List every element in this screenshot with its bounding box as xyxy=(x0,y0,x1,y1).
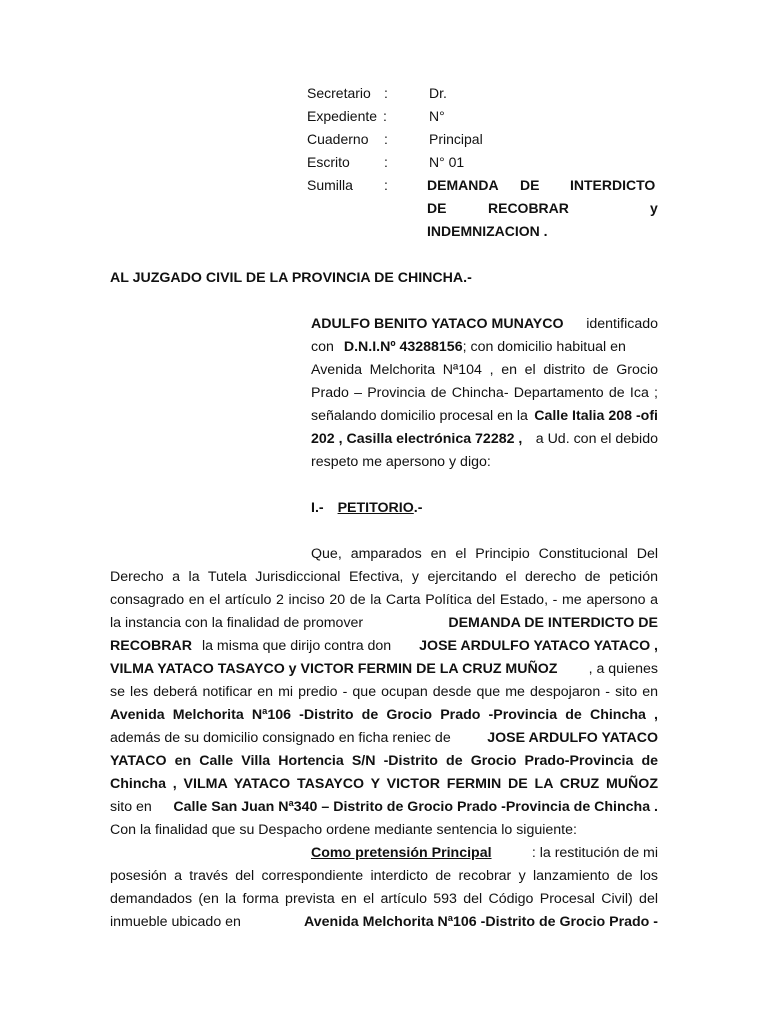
intro-line: Avenida Melchorita Nª104 , en el distrito de Grocio xyxy=(311,362,658,378)
intro-line xyxy=(311,428,658,451)
body-line xyxy=(110,658,658,681)
body-text: la misma que dirijo contra don xyxy=(201,638,392,654)
body-line: Chincha , VILMA YATACO TASAYCO Y VICTOR FERMIN DE LA CRUZ MUÑOZ xyxy=(110,776,658,792)
body-line xyxy=(110,796,658,819)
body-line: demandados (en la forma prevista en el artículo 593 del Código Procesal Civil) del xyxy=(110,891,658,907)
body-line: posesión a través del correspondiente interdicto de recobrar y lanzamiento de los xyxy=(110,868,658,884)
body-bold: Avenida Melchorita Nª106 -Distrito de Grocio Prado - xyxy=(304,914,658,930)
header-key: Cuaderno xyxy=(307,131,369,147)
header-colon: : xyxy=(383,108,387,124)
sumilla-word: RECOBRAR xyxy=(488,200,569,216)
intro-text: identificado xyxy=(586,316,658,332)
body-bold: DEMANDA DE INTERDICTO DE xyxy=(448,615,658,631)
body-line: consagrado en el artículo 2 inciso 20 de la Carta Política del Estado, - me apersono a xyxy=(110,592,658,608)
header-colon: : xyxy=(384,85,388,101)
body-line: YATACO en Calle Villa Hortencia S/N -Distrito de Grocio Prado-Provincia de xyxy=(110,753,658,769)
intro-text: con xyxy=(311,339,334,355)
body-bold: RECOBRAR xyxy=(110,638,192,654)
section-suffix: .- xyxy=(413,500,423,516)
defendant-names: JOSE ARDULFO YATACO YATACO , xyxy=(419,638,658,654)
header-key: Sumilla xyxy=(307,177,353,193)
body-line xyxy=(110,911,658,934)
section-title: PETITORIO xyxy=(337,500,414,516)
body-text: sito en xyxy=(110,799,152,815)
body-line: Derecho a la Tutela Jurisdiccional Efectiva, y ejercitando el derecho de petición xyxy=(110,569,658,585)
sumilla-word: DE xyxy=(427,200,447,216)
body-text: además de su domicilio consignado en ficha reniec de xyxy=(110,730,451,746)
body-line: Con la finalidad que su Despacho ordene mediante sentencia lo siguiente: xyxy=(110,822,577,838)
sumilla-word: DE xyxy=(520,177,540,193)
principal-claim-heading: Como pretensión Principal xyxy=(311,845,492,861)
header-colon: : xyxy=(384,177,388,193)
header-key: Secretario xyxy=(307,85,371,101)
header-colon: : xyxy=(384,154,388,170)
body-line xyxy=(110,635,658,658)
header-value: Dr. xyxy=(429,85,447,101)
defendant-names: JOSE ARDULFO YATACO xyxy=(487,730,658,746)
body-line: Avenida Melchorita Nª106 -Distrito de Grocio Prado -Provincia de Chincha , xyxy=(110,707,658,723)
body-line xyxy=(110,612,658,635)
header-key: Escrito xyxy=(307,154,350,170)
intro-line xyxy=(311,336,658,359)
intro-line xyxy=(311,313,658,336)
section-heading xyxy=(311,497,422,520)
sumilla-word: INTERDICTO xyxy=(570,177,656,193)
body-line xyxy=(110,727,658,750)
body-line xyxy=(311,842,658,865)
header-colon: : xyxy=(384,131,388,147)
intro-text: ; con domicilio habitual en xyxy=(462,339,626,355)
plaintiff-name: ADULFO BENITO YATACO MUNAYCO xyxy=(311,316,564,332)
header-value: N° 01 xyxy=(429,154,465,170)
body-bold: Calle San Juan Nª340 – Distrito de Grocio Prado -Provincia de Chincha . xyxy=(173,799,658,815)
intro-text: señalando domicilio procesal en la xyxy=(311,408,528,424)
body-line: Que, amparados en el Principio Constitucional Del xyxy=(311,546,658,562)
header-value: N° xyxy=(429,108,445,124)
defendant-names: VILMA YATACO TASAYCO y VICTOR FERMIN DE LA CRUZ MUÑOZ xyxy=(110,661,558,677)
plaintiff-dni: D.N.I.Nº 43288156 xyxy=(343,339,463,355)
body-text: la instancia con la finalidad de promover xyxy=(110,615,364,631)
header-key: Expediente xyxy=(307,108,378,124)
sumilla-word: INDEMNIZACION . xyxy=(427,223,548,239)
body-text: inmueble ubicado en xyxy=(110,914,241,930)
sumilla-word: DEMANDA xyxy=(427,177,499,193)
body-line: se les deberá notificar en mi predio - que ocupan desde que me despojaron - sito en xyxy=(110,684,658,700)
intro-line xyxy=(311,405,658,428)
electronic-box: 202 , Casilla electrónica 72282 , xyxy=(311,431,523,447)
section-number: I.- xyxy=(311,500,324,516)
sumilla-word: y xyxy=(650,200,658,216)
intro-line: respeto me apersono y digo: xyxy=(311,454,491,470)
header-value: Principal xyxy=(429,131,483,147)
intro-line: Prado – Provincia de Chincha- Departamento de Ica ; xyxy=(311,385,658,401)
addressee: AL JUZGADO CIVIL DE LA PROVINCIA DE CHINCHA.- xyxy=(110,270,472,286)
body-text: , a quienes xyxy=(588,661,658,677)
body-text: : la restitución de mi xyxy=(531,845,658,861)
procedural-address: Calle Italia 208 -ofi xyxy=(534,408,658,424)
intro-text: a Ud. con el debido xyxy=(535,431,658,447)
